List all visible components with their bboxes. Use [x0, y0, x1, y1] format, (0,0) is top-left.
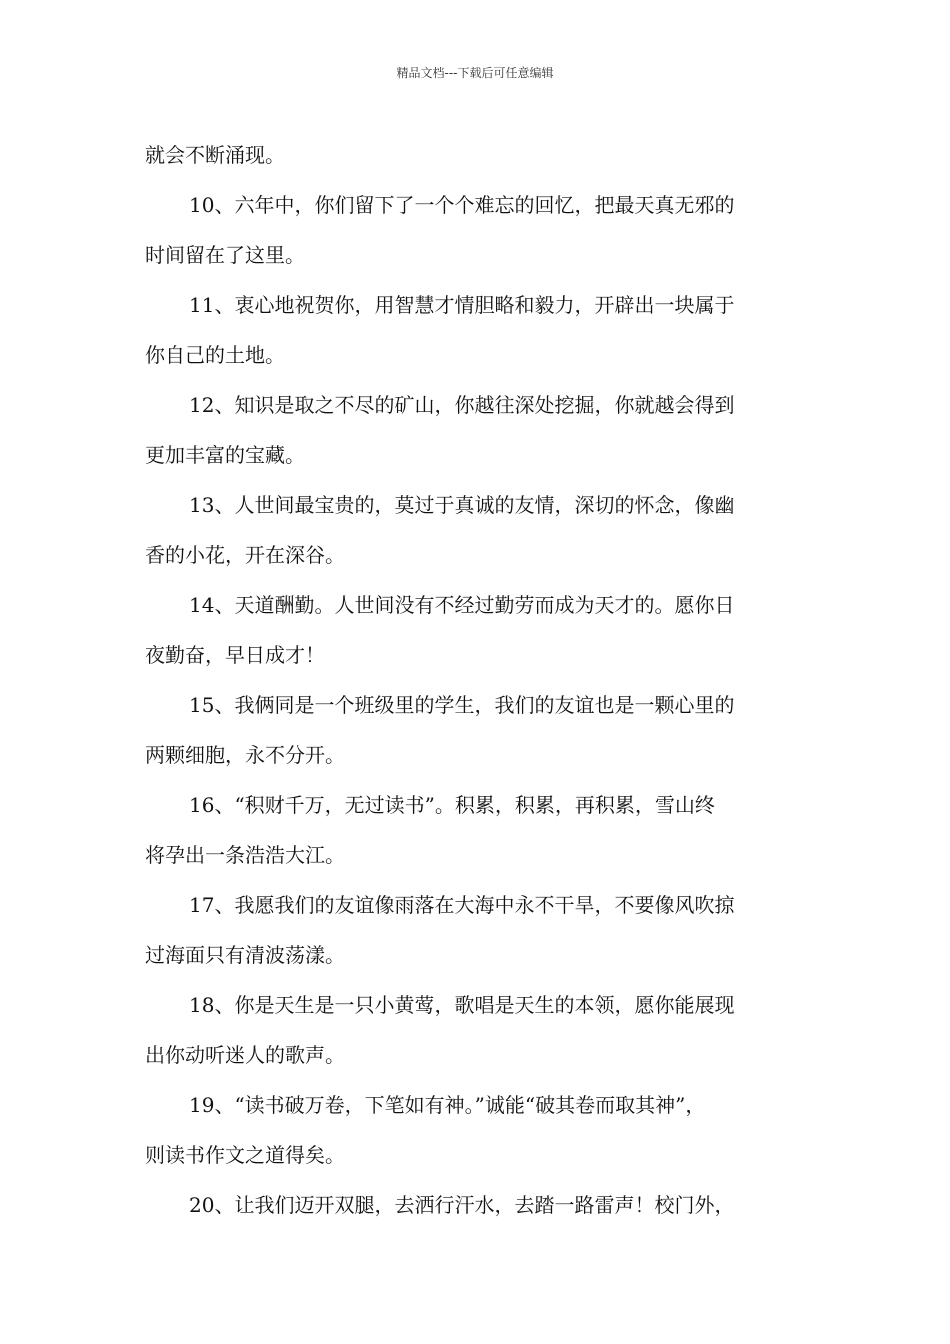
paragraph — [145, 680, 810, 780]
text-line: 夜勤奋，早日成才！ — [145, 643, 325, 667]
text-line: 10、六年中，你们留下了一个个难忘的回忆，把最天真无邪的 — [189, 193, 735, 217]
paragraph — [145, 1080, 810, 1180]
text-line: 香的小花，开在深谷。 — [145, 543, 345, 567]
text-line: 11、衷心地祝贺你，用智慧才情胆略和毅力，开辟出一块属于 — [189, 293, 735, 317]
text-line: 13、人世间最宝贵的，莫过于真诚的友情，深切的怀念，像幽 — [189, 493, 735, 517]
text-line: 则读书作文之道得矣。 — [145, 1143, 345, 1167]
paragraph — [145, 380, 810, 480]
text-line: 19、“读书破万卷，下笔如有神。”诚能“破其卷而取其神”， — [189, 1093, 706, 1117]
text-line: 两颗细胞，永不分开。 — [145, 743, 345, 767]
paragraph — [145, 1180, 810, 1230]
paragraph — [145, 780, 810, 880]
text-line: 过海面只有清波荡漾。 — [145, 943, 345, 967]
text-line: 17、我愿我们的友谊像雨落在大海中永不干旱，不要像风吹掠 — [189, 893, 735, 917]
paragraph — [145, 880, 810, 980]
text-line: 16、“积财千万，无过读书”。积累，积累，再积累，雪山终 — [189, 793, 715, 817]
text-line: 18、你是天生是一只小黄莺，歌唱是天生的本领，愿你能展现 — [189, 993, 735, 1017]
text-line: 更加丰富的宝藏。 — [145, 443, 305, 467]
document-body — [145, 130, 810, 1230]
paragraph — [145, 480, 810, 580]
text-line: 15、我俩同是一个班级里的学生，我们的友谊也是一颗心里的 — [189, 693, 735, 717]
text-line: 出你动听迷人的歌声。 — [145, 1043, 345, 1067]
text-line: 将孕出一条浩浩大江。 — [145, 843, 345, 867]
text-line: 14、天道酬勤。人世间没有不经过勤劳而成为天才的。愿你日 — [189, 593, 735, 617]
text-line: 你自己的土地。 — [145, 343, 285, 367]
page-header: 精品文档---下载后可任意编辑 — [396, 66, 554, 80]
paragraph — [145, 280, 810, 380]
paragraph — [145, 130, 810, 180]
paragraph — [145, 580, 810, 680]
paragraph — [145, 980, 810, 1080]
text-line: 就会不断涌现。 — [145, 143, 285, 167]
text-line: 12、知识是取之不尽的矿山，你越往深处挖掘，你就越会得到 — [189, 393, 735, 417]
text-line: 时间留在了这里。 — [145, 243, 305, 267]
paragraph — [145, 180, 810, 280]
text-line: 20、让我们迈开双腿，去洒行汗水，去踏一路雷声！校门外， — [189, 1193, 735, 1217]
